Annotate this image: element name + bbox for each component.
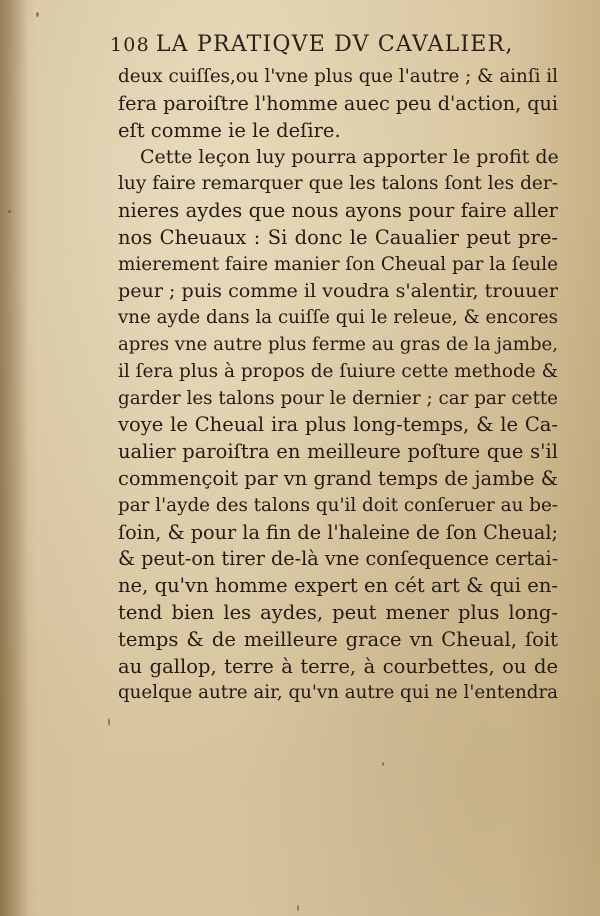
text-line: temps & de meilleure grace vn Cheual, ſoit — [118, 627, 558, 651]
text-line: nos Cheuaux : Si donc le Caualier peut pre- — [118, 225, 558, 249]
text-line: garder les talons pour le dernier ; car par cette — [118, 387, 558, 409]
text-line: mierement faire manier ſon Cheual par la ſeule — [118, 253, 558, 275]
body-text — [118, 64, 558, 707]
text-line: voye le Cheual ira plus long-temps, & le Ca- — [118, 413, 558, 437]
paper-speck — [36, 12, 39, 17]
paper-speck — [108, 718, 110, 726]
text-line: luy faire remarquer que les talons ſont les der- — [118, 173, 558, 195]
text-line: deux cuiſſes,ou l'vne plus que l'autre ; & ainſi il — [118, 66, 558, 87]
paper-speck — [297, 905, 299, 911]
paper-speck — [8, 210, 11, 213]
gutter-shadow — [0, 0, 28, 916]
text-line: ſoin, & pour la fin de l'haleine de ſon Cheual; — [118, 520, 558, 544]
text-line: nieres aydes que nous ayons pour faire aller — [118, 198, 558, 222]
text-line: vne ayde dans la cuiſſe qui le releue, & encores — [118, 307, 558, 329]
text-line: peur ; puis comme il voudra s'alentir, trouuer — [118, 279, 558, 303]
text-line: par l'ayde des talons qu'il doit conſeruer au be- — [118, 494, 558, 516]
text-line: il ſera plus à propos de ſuiure cette methode & — [118, 360, 558, 382]
text-line: ne, qu'vn homme expert en cét art & qui en- — [118, 574, 558, 598]
page-number: 108 — [110, 34, 150, 56]
text-line: fera paroiſtre l'homme auec peu d'action, qui — [118, 91, 558, 115]
paragraph-first-line: Cette leçon luy pourra apporter le profit de — [140, 146, 559, 169]
text-line: au gallop, terre à terre, à courbettes, ou de — [118, 654, 558, 678]
text-line: tend bien les aydes, peut mener plus long- — [118, 600, 558, 624]
text-line: & peut-on tirer de-là vne conſequence certai- — [118, 547, 559, 571]
text-line: quelque autre air, qu'vn autre qui ne l'entendra — [118, 682, 559, 704]
running-head-title: LA PRATIQVE DV CAVALIER, — [155, 32, 514, 57]
text-line: eſt comme ie le deſire. — [118, 118, 341, 142]
text-line: apres vne autre plus ferme au gras de la jambe, — [118, 333, 558, 355]
running-header — [110, 32, 514, 57]
text-line: commençoit par vn grand temps de jambe & — [118, 466, 558, 490]
text-line: ualier paroiſtra en meilleure poſture que s'il — [118, 440, 558, 464]
paper-speck — [382, 762, 384, 766]
